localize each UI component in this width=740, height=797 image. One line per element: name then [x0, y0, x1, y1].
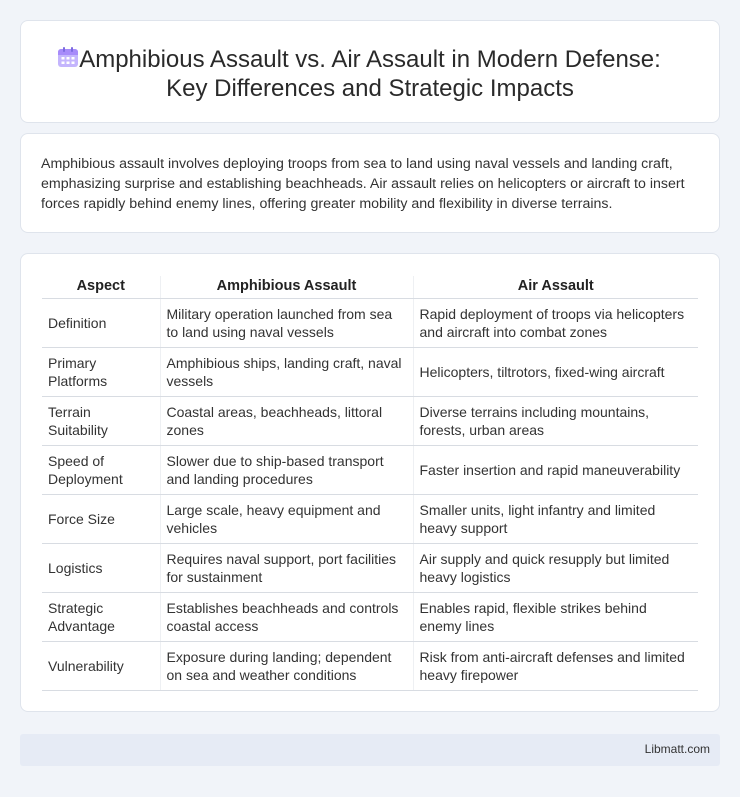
- comparison-table: [42, 276, 698, 691]
- table-row: [42, 592, 698, 641]
- cell-amphibious: Large scale, heavy equipment and vehicles: [160, 494, 413, 543]
- table-row: [42, 396, 698, 445]
- title-card: [20, 20, 720, 123]
- cell-air: Rapid deployment of troops via helicopters and aircraft into combat zones: [413, 298, 698, 347]
- table-header-row: [42, 276, 698, 298]
- table-row: [42, 641, 698, 690]
- table-row: [42, 298, 698, 347]
- cell-air: Faster insertion and rapid maneuverability: [413, 445, 698, 494]
- page-title-line-2: Key Differences and Strategic Impacts: [166, 75, 574, 102]
- footer-brand-link[interactable]: Libmatt.com: [644, 742, 710, 756]
- table-row: [42, 445, 698, 494]
- cell-aspect: Speed of Deployment: [42, 445, 160, 494]
- cell-aspect: Definition: [42, 298, 160, 347]
- page-title-line-1: Amphibious Assault vs. Air Assault in Modern Defense:: [79, 46, 661, 73]
- cell-aspect: Strategic Advantage: [42, 592, 160, 641]
- cell-amphibious: Establishes beachheads and controls coastal access: [160, 592, 413, 641]
- comparison-table-card: [20, 253, 720, 712]
- header-amphibious-assault: Amphibious Assault: [160, 276, 413, 298]
- cell-air: Risk from anti-aircraft defenses and limited heavy firepower: [413, 641, 698, 690]
- cell-amphibious: Military operation launched from sea to land using naval vessels: [160, 298, 413, 347]
- page-title: [21, 45, 719, 103]
- cell-air: Smaller units, light infantry and limited heavy support: [413, 494, 698, 543]
- header-air-assault: Air Assault: [413, 276, 698, 298]
- cell-amphibious: Exposure during landing; dependent on sea and weather conditions: [160, 641, 413, 690]
- header-aspect: Aspect: [42, 276, 160, 298]
- cell-aspect: Force Size: [42, 494, 160, 543]
- cell-air: Helicopters, tiltrotors, fixed-wing aircraft: [413, 347, 698, 396]
- cell-amphibious: Amphibious ships, landing craft, naval vessels: [160, 347, 413, 396]
- table-row: [42, 494, 698, 543]
- cell-amphibious: Slower due to ship-based transport and landing procedures: [160, 445, 413, 494]
- cell-air: Air supply and quick resupply but limited heavy logistics: [413, 543, 698, 592]
- table-row: [42, 347, 698, 396]
- cell-air: Diverse terrains including mountains, forests, urban areas: [413, 396, 698, 445]
- cell-aspect: Logistics: [42, 543, 160, 592]
- cell-aspect: Vulnerability: [42, 641, 160, 690]
- cell-amphibious: Requires naval support, port facilities for sustainment: [160, 543, 413, 592]
- intro-paragraph: Amphibious assault involves deploying troops from sea to land using naval vessels and landing craft, emphasizing surprise and establishing beachheads. Air assault relies on helicopters or aircraft to insert forces rapidly behind enemy lines, offering greater mobility and flexibility in diverse terrains.: [41, 156, 685, 212]
- intro-card: [20, 133, 720, 233]
- cell-aspect: Terrain Suitability: [42, 396, 160, 445]
- table-row: [42, 543, 698, 592]
- cell-aspect: Primary Platforms: [42, 347, 160, 396]
- cell-air: Enables rapid, flexible strikes behind enemy lines: [413, 592, 698, 641]
- footer-bar: [20, 734, 720, 766]
- cell-amphibious: Coastal areas, beachheads, littoral zones: [160, 396, 413, 445]
